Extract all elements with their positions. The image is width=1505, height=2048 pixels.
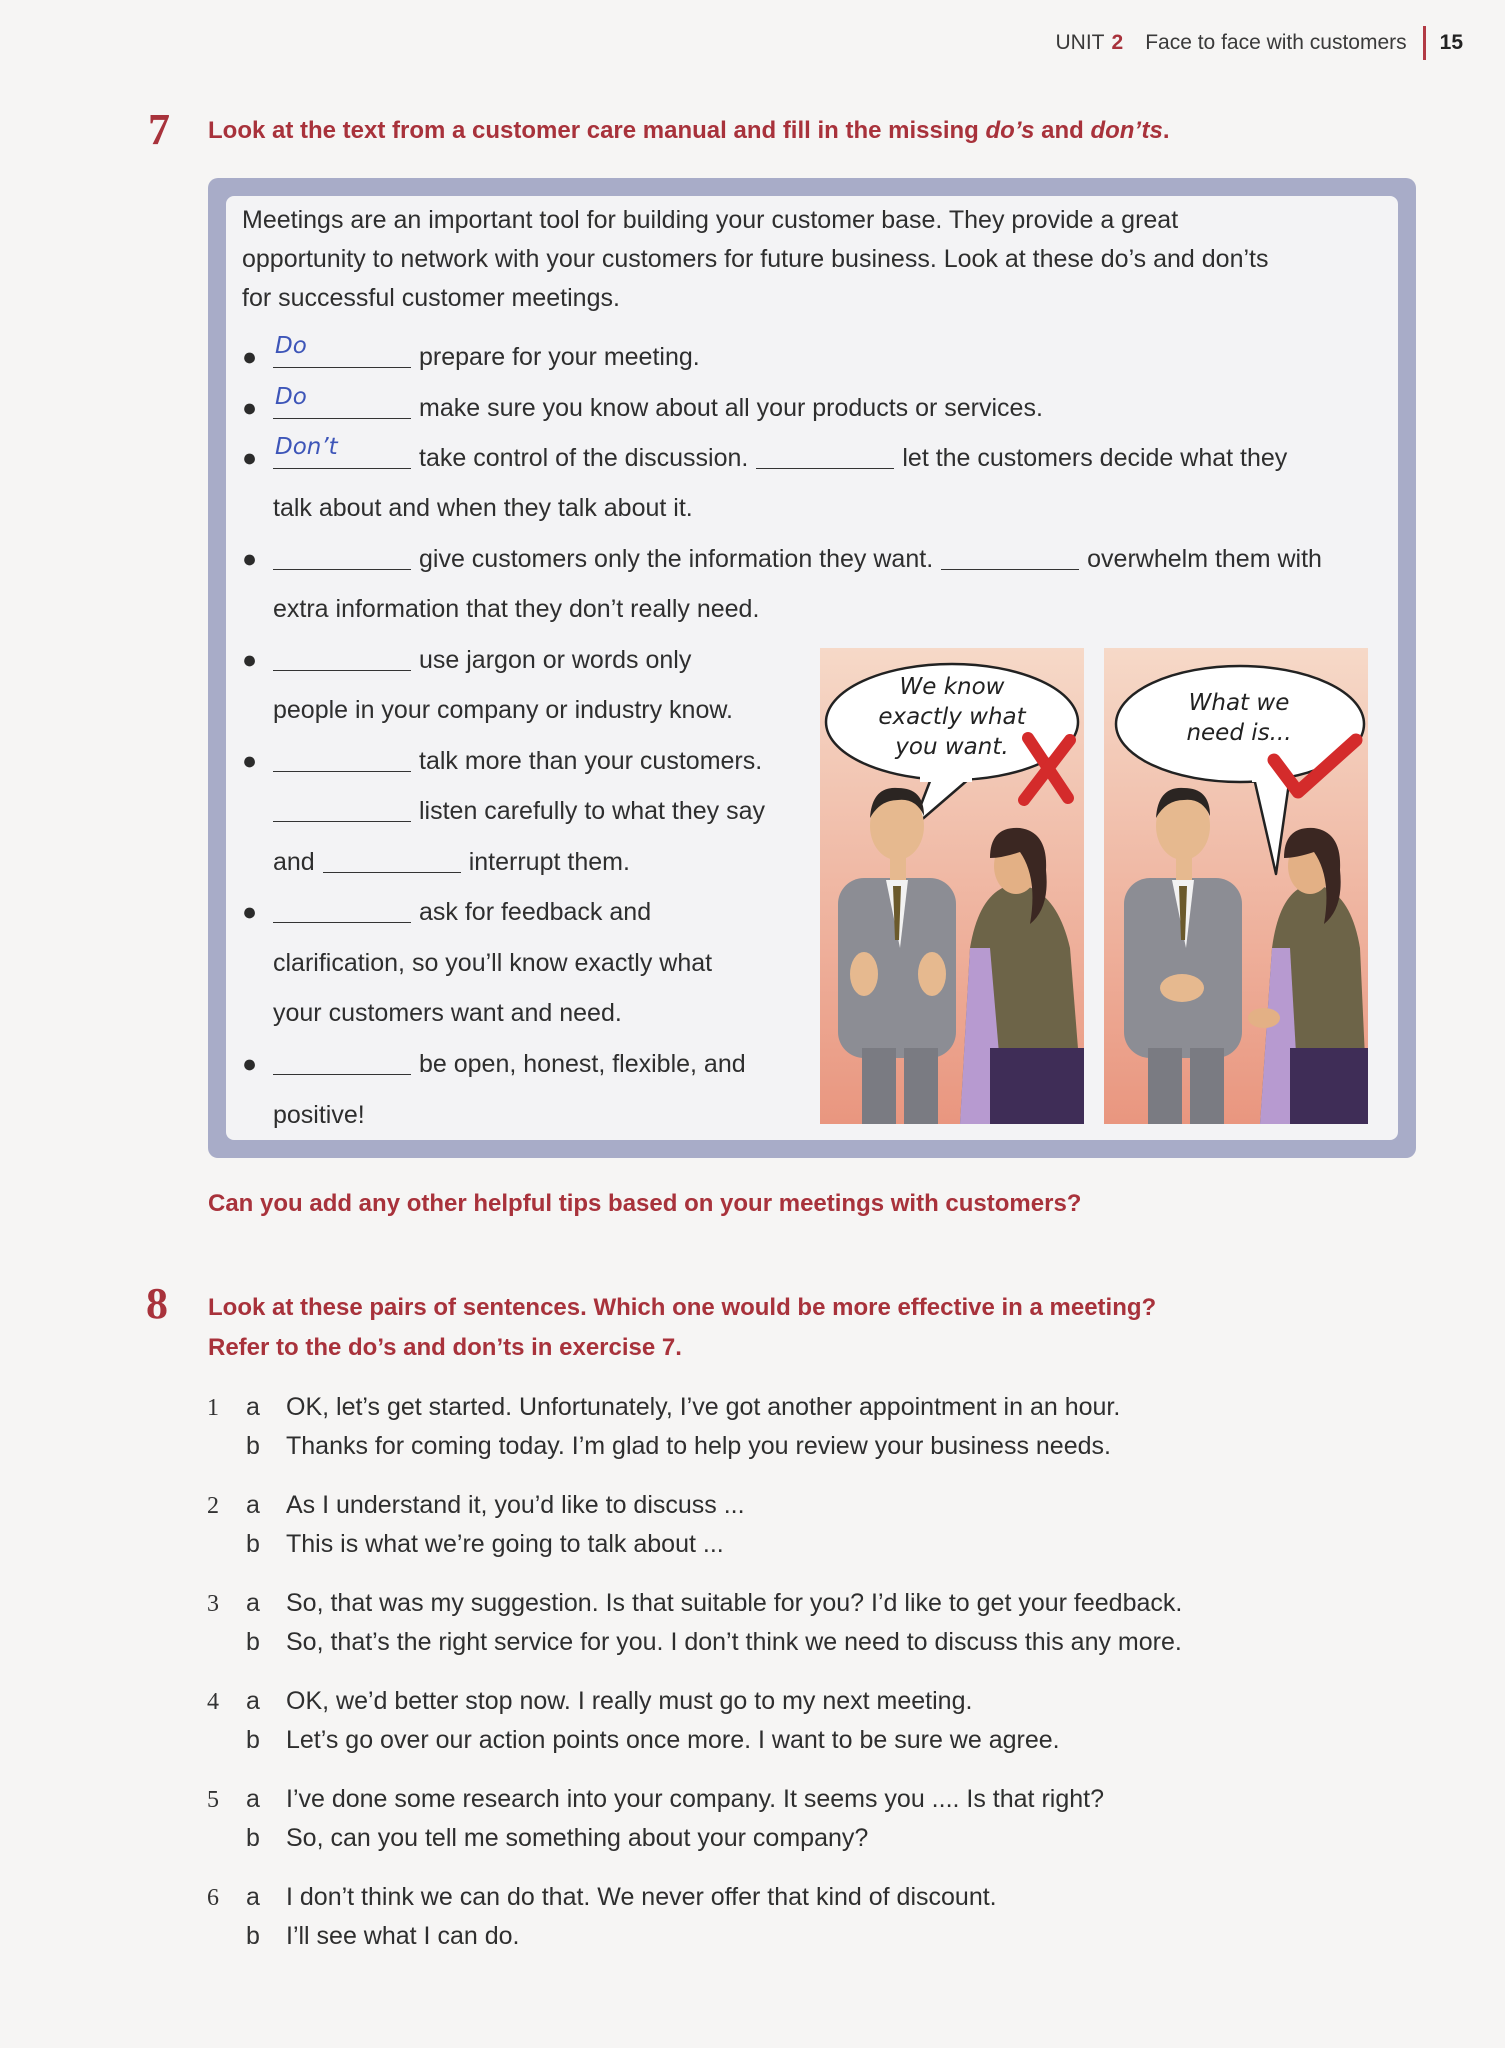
unit-title: Face to face with customers	[1145, 31, 1407, 54]
option-b[interactable]: So, that’s the right service for you. I don’t think we need to discuss this any more.	[286, 1628, 1182, 1656]
exercise-7-followup: Can you add any other helpful tips based on your meetings with customers?	[208, 1190, 1082, 1217]
tip-3: Don’t take control of the discussion. let the customers decide what they	[273, 439, 1287, 478]
item-number: 3	[207, 1591, 219, 1617]
unit-number: 2	[1111, 31, 1124, 54]
tip-5: use jargon or words only	[273, 641, 691, 680]
option-letter-a: a	[246, 1491, 260, 1519]
tip-6-cont: listen carefully to what they say	[273, 792, 765, 831]
intro-line-3: for successful customer meetings.	[242, 284, 620, 312]
item-number: 2	[207, 1493, 219, 1519]
tip-3-cont: talk about and when they talk about it.	[273, 494, 693, 522]
option-letter-b: b	[246, 1432, 260, 1460]
option-letter-a: a	[246, 1883, 260, 1911]
tip-8: be open, honest, flexible, and	[273, 1045, 746, 1084]
option-a[interactable]: So, that was my suggestion. Is that suitable for you? I’d like to get your feedback.	[286, 1589, 1183, 1617]
tip-4-cont: extra information that they don’t really need.	[273, 595, 760, 623]
option-b[interactable]: I’ll see what I can do.	[286, 1922, 520, 1950]
answer-blank[interactable]	[273, 745, 411, 772]
tip-6: talk more than your customers.	[273, 742, 762, 781]
handwritten-answer: Don’t	[275, 434, 338, 460]
bullet-dot: ●	[242, 394, 258, 422]
answer-blank[interactable]	[756, 442, 894, 469]
option-letter-b: b	[246, 1530, 260, 1558]
option-b[interactable]: So, can you tell me something about your company?	[286, 1824, 869, 1852]
intro-line-1: Meetings are an important tool for building your customer base. They provide a great	[242, 206, 1179, 234]
answer-blank[interactable]	[273, 644, 411, 671]
option-a[interactable]: OK, let’s get started. Unfortunately, I’ve got another appointment in an hour.	[286, 1393, 1121, 1421]
bullet-dot: ●	[242, 747, 258, 775]
option-letter-b: b	[246, 1824, 260, 1852]
exercise-7-instruction: Look at the text from a customer care manual and fill in the missing do’s and don’ts.	[208, 117, 1170, 144]
answer-blank[interactable]	[941, 543, 1079, 570]
item-number: 1	[207, 1395, 219, 1421]
handwritten-answer: Do	[275, 333, 307, 359]
answer-blank[interactable]	[323, 846, 461, 873]
answer-blank[interactable]	[273, 384, 411, 419]
option-letter-a: a	[246, 1589, 260, 1617]
tip-1: Do prepare for your meeting.	[273, 338, 700, 377]
unit-label: UNIT	[1055, 31, 1105, 54]
option-b[interactable]: This is what we’re going to talk about ...	[286, 1530, 724, 1558]
answer-blank[interactable]	[273, 795, 411, 822]
option-letter-b: b	[246, 1628, 260, 1656]
option-a[interactable]: I’ve done some research into your company. It seems you .... Is that right?	[286, 1785, 1104, 1813]
page-header	[1056, 26, 1463, 60]
bullet-dot: ●	[242, 545, 258, 573]
option-letter-a: a	[246, 1687, 260, 1715]
exercise-7-number: 7	[148, 105, 170, 154]
option-letter-b: b	[246, 1922, 260, 1950]
option-letter-a: a	[246, 1785, 260, 1813]
tip-4: give customers only the information they want. overwhelm them with	[273, 540, 1322, 579]
answer-blank[interactable]	[273, 896, 411, 923]
tip-7: ask for feedback and	[273, 893, 651, 932]
bullet-dot: ●	[242, 343, 258, 371]
page-number: 15	[1439, 31, 1463, 54]
option-b[interactable]: Let’s go over our action points once more. I want to be sure we agree.	[286, 1726, 1060, 1754]
tip-6-cont2: and interrupt them.	[273, 848, 630, 876]
bullet-dot: ●	[242, 1050, 258, 1078]
cartoon-bad-meeting	[820, 648, 1084, 1124]
tip-2: Do make sure you know about all your products or services.	[273, 389, 1043, 428]
answer-blank[interactable]	[273, 543, 411, 570]
exercise-8-instruction-1: Look at these pairs of sentences. Which one would be more effective in a meeting?	[208, 1294, 1157, 1321]
answer-blank[interactable]	[273, 1048, 411, 1075]
left-speech-bubble: We know exactly what you want.	[878, 674, 1026, 760]
exercise-8-instruction-2: Refer to the do’s and don’ts in exercise 7.	[208, 1334, 682, 1361]
tip-7-cont2: your customers want and need.	[273, 999, 622, 1027]
tip-5-cont: people in your company or industry know.	[273, 696, 733, 724]
exercise-8-number: 8	[146, 1279, 168, 1328]
bullet-dot: ●	[242, 444, 258, 472]
option-a[interactable]: As I understand it, you’d like to discuss ...	[286, 1491, 745, 1519]
item-number: 6	[207, 1885, 219, 1911]
option-a[interactable]: I don’t think we can do that. We never offer that kind of discount.	[286, 1883, 997, 1911]
intro-line-2: opportunity to network with your customers for future business. Look at these do’s and don’ts	[242, 245, 1269, 273]
option-letter-b: b	[246, 1726, 260, 1754]
header-divider	[1423, 26, 1426, 60]
right-speech-bubble: What we need is...	[1186, 690, 1292, 746]
answer-blank[interactable]	[273, 333, 411, 368]
bullet-dot: ●	[242, 646, 258, 674]
tip-8-cont: positive!	[273, 1101, 365, 1129]
option-letter-a: a	[246, 1393, 260, 1421]
option-b[interactable]: Thanks for coming today. I’m glad to help you review your business needs.	[286, 1432, 1111, 1460]
item-number: 5	[207, 1787, 219, 1813]
bullet-dot: ●	[242, 898, 258, 926]
handwritten-answer: Do	[275, 384, 307, 410]
cartoon-good-meeting	[1104, 648, 1368, 1124]
tip-7-cont: clarification, so you’ll know exactly what	[273, 949, 713, 977]
item-number: 4	[207, 1689, 219, 1715]
answer-blank[interactable]	[273, 434, 411, 469]
option-a[interactable]: OK, we’d better stop now. I really must go to my next meeting.	[286, 1687, 973, 1715]
